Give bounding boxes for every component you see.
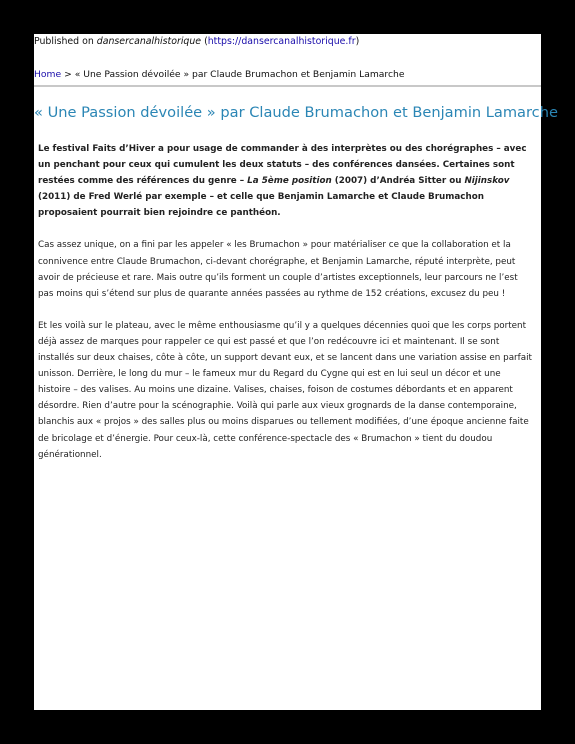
article-lead-paragraph [38, 141, 535, 221]
lead-text-part3: (2011) de Fred Werlé par exemple – et celle que Benjamin Lamarche et Claude Brumachon proposaient pourrait bien rejoindre ce panthéon. [38, 192, 484, 219]
breadcrumb-separator: > [64, 69, 72, 80]
article-body [38, 141, 535, 479]
article-paragraph-3: Et les voilà sur le plateau, avec le même enthousiasme qu’il y a quelques décennies quoi que les corps portent déjà assez de marques pour rappeler ce qui est passé et que l’on redécouvre ici et maintenant. Il se sont installés sur deux chaises, côte à côte, un support devant eux, et se lancent dans une variation assise en parfait unisson. Derrière, le long du mur – le fameux mur du Regard du Cygne qui est en lui seul un décor et une histoire – des valises. Au moins une dizaine. Valises, chaises, foison de costumes débordants et en apparent désordre. Rien d’autre pour la scénographie. Voilà qui parle aux vieux grognards de la danse contemporaine, blanchis aux « projos » des salles plus ou moins disparues ou tellement modifiées, d’une époque ancienne faite de bricolage et d’énergie. Pour ceux-là, cette conférence-spectacle des « Brumachon » tient du doudou générationnel. [38, 320, 532, 460]
site-url-link[interactable]: https://dansercanalhistorique.fr [207, 36, 356, 47]
header-divider [34, 85, 541, 87]
breadcrumb-current: « Une Passion dévoilée » par Claude Brumachon et Benjamin Lamarche [74, 69, 405, 80]
published-prefix: Published on [34, 36, 94, 47]
article-title: « Une Passion dévoilée » par Claude Brumachon et Benjamin Lamarche [34, 104, 558, 121]
breadcrumb [34, 69, 534, 81]
lead-text-part1: Le festival Faits d’Hiver a pour usage de commander à des interprètes ou des chorégraphes – avec un penchant pour ceux qui cumulent les deux statuts – des conférences dansées. Certaines sont restées comme des références du genre – [38, 144, 527, 187]
site-name: dansercanalhistorique [96, 36, 202, 47]
breadcrumb-home-link[interactable]: Home [34, 69, 62, 80]
url-open-paren: ( [204, 36, 208, 47]
url-close-paren: ) [355, 36, 360, 47]
lead-work-title-1: La 5ème position [247, 176, 332, 187]
article-paragraph-2: Cas assez unique, on a fini par les appeler « les Brumachon » pour matérialiser ce que la collaboration et la connivence entre Claude Brumachon, ci-devant chorégraphe, et Benjamin Lamarche, réputé interprète, peut avoir de précieuse et rare. Mais outre qu’ils forment un couple d’artistes exceptionnels, leur parcours ne l’est pas moins qui s’étend sur plus de quarante années passées au rythme de 152 créations, excusez du peu ! [38, 240, 518, 299]
document-page [34, 34, 558, 710]
published-on-line [34, 36, 534, 48]
lead-work-title-2: Nijinskov [464, 176, 510, 187]
lead-text-part2: (2007) d’Andréa Sitter ou [331, 176, 465, 187]
